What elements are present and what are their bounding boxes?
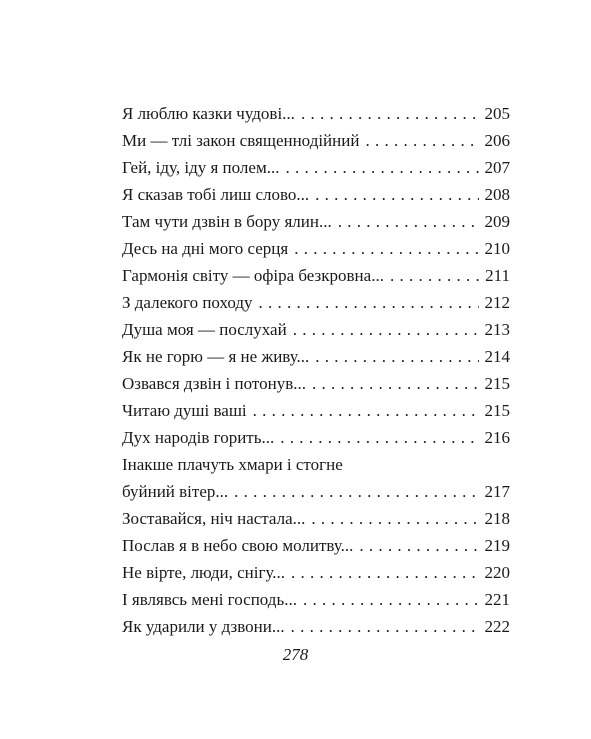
table-of-contents xyxy=(122,100,510,640)
toc-entry xyxy=(122,505,510,532)
toc-entry-page: 218 xyxy=(484,509,510,528)
dot-leader xyxy=(291,613,479,640)
dot-leader xyxy=(390,262,479,289)
toc-entry-title: Як ударили у дзвони... xyxy=(122,617,285,636)
toc-entry-page: 213 xyxy=(484,320,510,339)
toc-entry xyxy=(122,532,510,559)
toc-entry-page: 215 xyxy=(484,374,510,393)
toc-entry-title: Не вірте, люди, снігу... xyxy=(122,563,286,582)
toc-entry xyxy=(122,127,510,154)
dot-leader xyxy=(253,397,479,424)
dot-leader xyxy=(315,181,478,208)
toc-entry-title: І являвсь мені господь... xyxy=(122,590,297,609)
toc-entry xyxy=(122,289,510,316)
toc-entry-page: 216 xyxy=(484,428,510,447)
toc-entry-page: 207 xyxy=(484,158,510,177)
toc-entry xyxy=(122,370,510,397)
dot-leader xyxy=(338,208,479,235)
toc-entry-title: Дух народів горить... xyxy=(122,428,275,447)
toc-entry-title: Я люблю казки чудові... xyxy=(122,104,295,123)
toc-entry xyxy=(122,154,510,181)
toc-entry-page: 217 xyxy=(484,482,510,501)
dot-leader xyxy=(294,235,478,262)
toc-entry-title-line1: Інакше плачуть хмари і стогне xyxy=(122,455,343,474)
toc-entry-title: Зоставайся, ніч настала... xyxy=(122,509,306,528)
toc-entry-page: 208 xyxy=(484,185,510,204)
toc-entry xyxy=(122,343,510,370)
dot-leader xyxy=(234,478,478,505)
toc-entry-title: З далекого походу xyxy=(122,293,253,312)
toc-entry-page: 220 xyxy=(484,563,510,582)
toc-entry-page: 206 xyxy=(484,131,510,150)
toc-entry xyxy=(122,559,510,586)
toc-entry-title: Гей, іду, іду я полем... xyxy=(122,158,280,177)
toc-entry xyxy=(122,397,510,424)
toc-entry-page: 211 xyxy=(485,266,510,285)
toc-entry-page: 214 xyxy=(484,347,510,366)
toc-entry-title: Десь на дні мого серця xyxy=(122,239,289,258)
toc-entry xyxy=(122,235,510,262)
toc-entry xyxy=(122,586,510,613)
dot-leader xyxy=(303,586,479,613)
toc-entry xyxy=(122,100,510,127)
dot-leader xyxy=(301,100,479,127)
dot-leader xyxy=(259,289,479,316)
dot-leader xyxy=(285,154,478,181)
toc-entry xyxy=(122,181,510,208)
dot-leader xyxy=(311,505,478,532)
toc-entry-page: 209 xyxy=(484,212,510,231)
toc-entry xyxy=(122,613,510,640)
toc-entry-title: Гармонія світу — офіра безкровна... xyxy=(122,266,384,285)
toc-entry-page: 215 xyxy=(484,401,510,420)
toc-entry xyxy=(122,208,510,235)
dot-leader xyxy=(359,532,478,559)
dot-leader xyxy=(293,316,479,343)
toc-entry-title: Душа моя — послухай xyxy=(122,320,287,339)
toc-entry-title: Як не горю — я не живу... xyxy=(122,347,310,366)
toc-entry-page: 210 xyxy=(484,239,510,258)
toc-entry-page: 221 xyxy=(484,590,510,609)
toc-entry-title: Послав я в небо свою молитву... xyxy=(122,536,354,555)
dot-leader xyxy=(312,370,479,397)
dot-leader xyxy=(291,559,478,586)
toc-entry-title: Ми — тлі закон священнодійний xyxy=(122,131,360,150)
toc-entry xyxy=(122,451,510,505)
toc-entry-title: буйний вітер... xyxy=(122,482,229,501)
toc-entry-title: Читаю душі ваші xyxy=(122,401,247,420)
toc-entry-title: Озвався дзвін і потонув... xyxy=(122,374,306,393)
toc-entry-page: 205 xyxy=(484,104,510,123)
toc-entry-page: 212 xyxy=(484,293,510,312)
toc-entry-title: Там чути дзвін в бору ялин... xyxy=(122,212,332,231)
toc-entry xyxy=(122,424,510,451)
page-number: 278 xyxy=(282,645,309,664)
toc-entry xyxy=(122,316,510,343)
toc-entry-page: 219 xyxy=(484,536,510,555)
dot-leader xyxy=(315,343,478,370)
toc-entry-title: Я сказав тобі лиш слово... xyxy=(122,185,310,204)
toc-entry-page: 222 xyxy=(484,617,510,636)
toc-entry xyxy=(122,262,510,289)
dot-leader xyxy=(280,424,478,451)
dot-leader xyxy=(365,127,478,154)
